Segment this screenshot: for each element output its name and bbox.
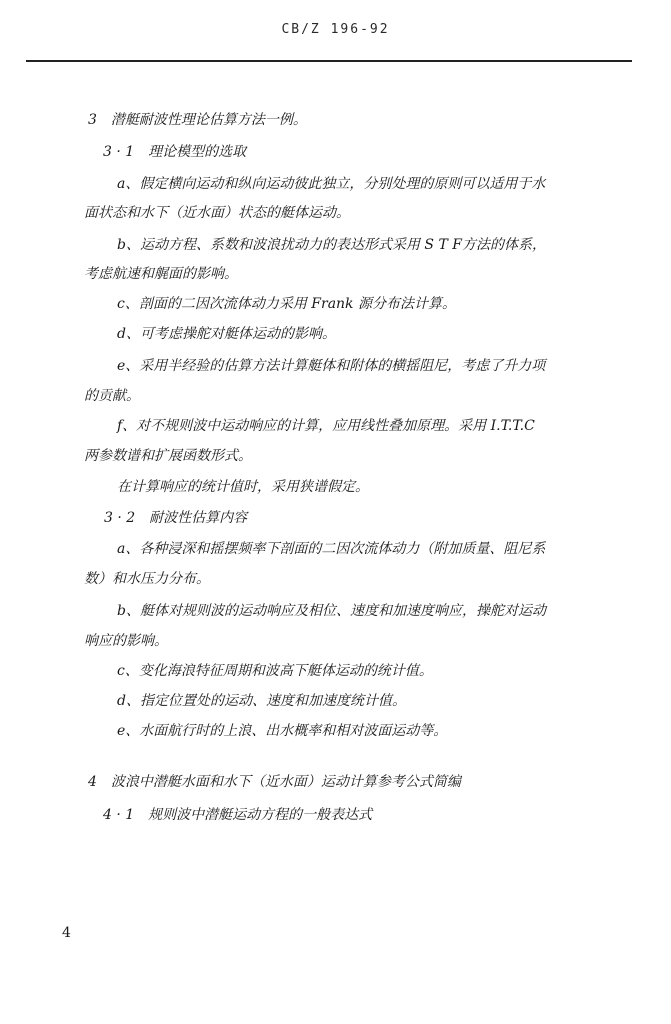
item-3-2-d: d、指定位置处的运动、速度和加速度统计值。: [117, 693, 406, 709]
item-3-2-b-line-2: 响应的影响。: [84, 633, 168, 649]
item-3-1-b-line-1: b、运动方程、系数和波浪扰动力的表达形式采用 S T F方法的体系，: [117, 237, 546, 253]
item-3-1-c: c、剖面的二因次流体动力采用 Frank 源分布法计算。: [117, 296, 456, 312]
item-3-2-c: c、变化海浪特征周期和波高下艇体运动的统计值。: [117, 663, 433, 679]
item-3-2-e: e、水面航行时的上浪、出水概率和相对波面运动等。: [117, 723, 448, 739]
section-4-1-title: 4 · 1 规则波中潜艇运动方程的一般表达式: [103, 807, 373, 823]
item-3-1-a-line-1: a、假定横向运动和纵向运动彼此独立，分别处理的原则可以适用于水: [117, 176, 546, 192]
item-3-2-a-line-2: 数）和水压力分布。: [84, 571, 210, 587]
header-rule: [26, 60, 632, 62]
section-3-1-title: 3 · 1 理论模型的选取: [103, 144, 247, 160]
item-3-2-a-line-1: a、各种浸深和摇摆频率下剖面的二因次流体动力（附加质量、阻尼系: [117, 541, 546, 557]
item-3-1-g: 在计算响应的统计值时，采用狭谱假定。: [117, 479, 369, 495]
item-3-1-b-line-2: 考虑航速和艉面的影响。: [84, 266, 238, 282]
section-3-2-title: 3 · 2 耐波性估算内容: [104, 510, 248, 526]
item-3-1-a-line-2: 面状态和水下（近水面）状态的艇体运动。: [84, 205, 350, 221]
item-3-1-f-line-1: f、对不规则波中运动响应的计算，应用线性叠加原理。采用 I.T.T.C: [117, 418, 535, 434]
standard-code-header: CB/Z 196-92: [281, 22, 390, 37]
section-3-title: 3 潜艇耐波性理论估算方法一例。: [88, 112, 307, 128]
item-3-2-b-line-1: b、艇体对规则波的运动响应及相位、速度和加速度响应，操舵对运动: [117, 603, 546, 619]
page-number: 4: [62, 925, 71, 941]
item-3-1-d: d、可考虑操舵对艇体运动的影响。: [117, 326, 336, 342]
item-3-1-e-line-1: e、采用半经验的估算方法计算艇体和附体的横摇阻尼，考虑了升力项: [117, 358, 546, 374]
item-3-1-f-line-2: 两参数谱和扩展函数形式。: [84, 448, 252, 464]
section-4-title: 4 波浪中潜艇水面和水下（近水面）运动计算参考公式简编: [88, 774, 461, 790]
item-3-1-e-line-2: 的贡献。: [84, 388, 140, 404]
